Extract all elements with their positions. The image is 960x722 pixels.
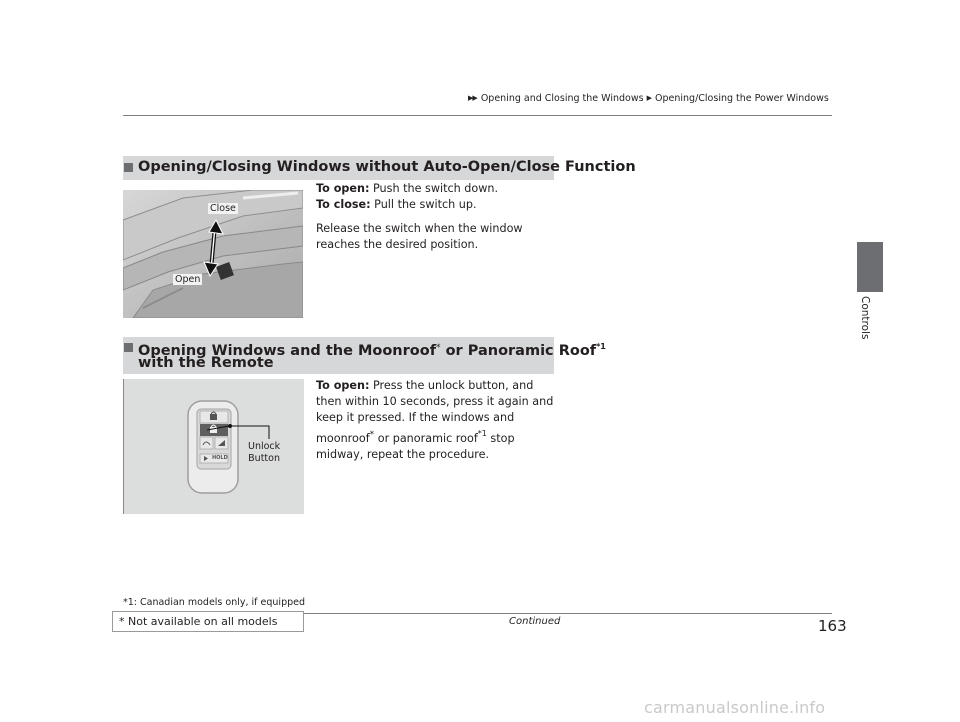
section-title-line2: with the Remote (138, 355, 274, 371)
open-instruction: To open: Push the switch down. (316, 182, 499, 195)
page-number: 163 (818, 617, 847, 635)
chapter-tab[interactable] (857, 242, 883, 292)
breadcrumb-arrow-icon: ▶ (472, 94, 478, 102)
footnote: *1: Canadian models only, if equipped (123, 597, 306, 608)
open-label: Open (175, 274, 201, 285)
breadcrumb-arrow-icon: ▶ (468, 94, 474, 102)
availability-note (112, 611, 304, 632)
breadcrumb-item-power-windows[interactable]: Opening/Closing the Power Windows (655, 93, 829, 104)
close-label: Close (210, 203, 236, 214)
section-heading-remote (123, 337, 606, 374)
section-title: Opening/Closing Windows without Auto-Open/Close Function (138, 159, 636, 175)
continued-label: Continued (509, 616, 561, 627)
window-switch-image (123, 190, 303, 318)
header-divider (123, 115, 832, 116)
remote-image (123, 379, 304, 514)
breadcrumb-arrow-icon: ▶ (646, 94, 652, 102)
square-bullet-icon (124, 163, 133, 172)
breadcrumb (468, 93, 829, 104)
unlock-button-callout: Unlock Button (248, 441, 281, 464)
chapter-tab-label: Controls (859, 296, 871, 340)
section2-instructions: To open: Press the unlock button, and then within 10 seconds, press it again and keep it pressed. If the windows and moonroof* or panoramic roof$^{*1}$ stop midway, repeat the procedure. (316, 379, 554, 461)
release-instruction: Release the switch when the window reaches the desired position. (316, 222, 523, 251)
section-heading-windows-no-auto (123, 156, 636, 180)
breadcrumb-item-windows[interactable]: Opening and Closing the Windows (480, 93, 644, 104)
availability-text: * Not available on all models (119, 615, 278, 628)
section-title-line1: Opening Windows and the Moonroof* or Panoramic Roof$^{*1}$ (138, 342, 606, 359)
section1-instructions (316, 181, 556, 253)
square-bullet-icon (124, 343, 133, 352)
hold-label: HOLD (212, 455, 228, 461)
close-instruction: To close: Pull the switch up. (316, 198, 477, 211)
watermark: carmanualsonline.info (644, 698, 826, 717)
